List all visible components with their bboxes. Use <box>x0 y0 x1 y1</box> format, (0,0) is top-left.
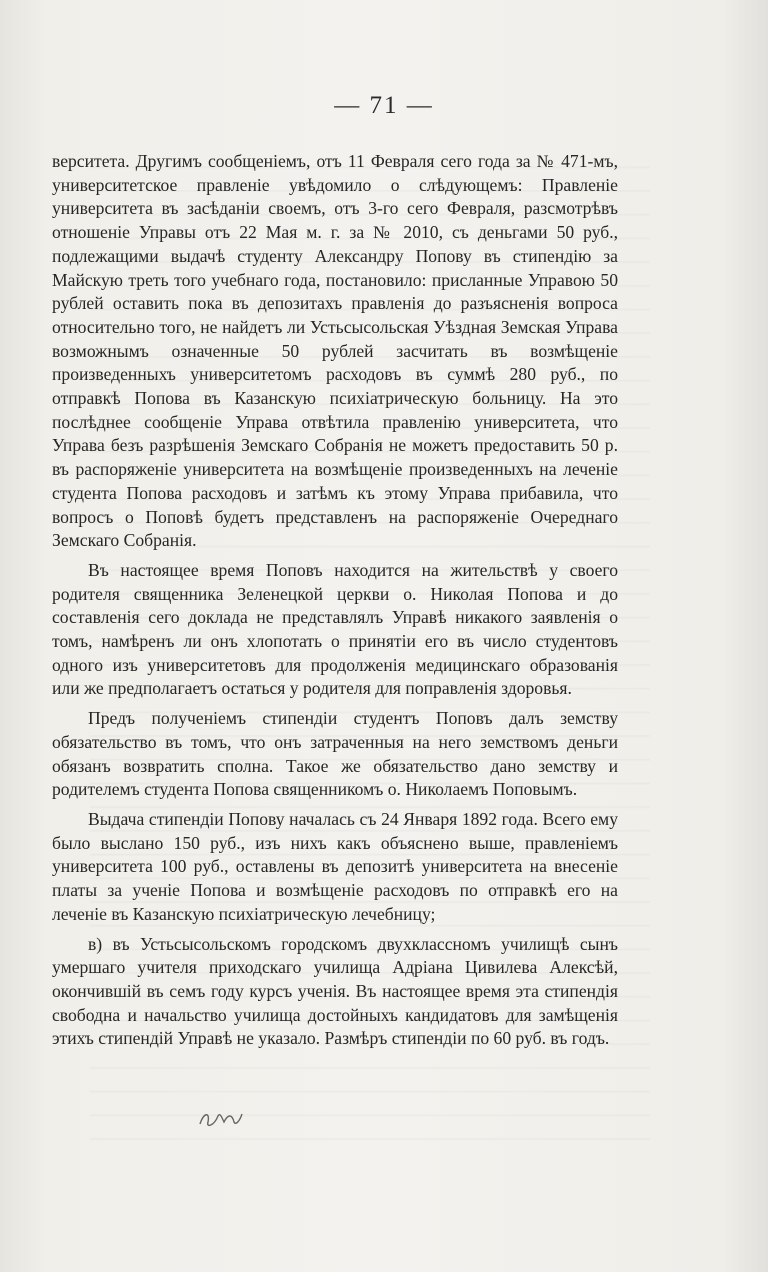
paragraph: верситета. Другимъ сообщеніемъ, отъ 11 Февраля сего года за № 471-мъ, университетское правленіе увѣдомило о слѣдующемъ: Правленіе университета въ засѣданіи своемъ, отъ 3-го сего Февраля, разсмотрѣвъ отношеніе Управы отъ 22 Мая м. г. за № 2010, съ деньгами 50 руб., подлежащими выдачѣ студенту Александру Попову въ стипендію за Майскую треть того учебнаго года, постановило: присланные Управою 50 рублей оставить пока въ депозитахъ правленія до разъясненія вопроса относительно того, не найдетъ ли Устьсысольская Уѣздная Земская Управа возможнымъ означенные 50 рублей засчитать въ возмѣщеніе произведенныхъ университетомъ расходовъ въ суммѣ 280 руб., по отправкѣ Попова въ Казанскую психіатрическую больницу. На это послѣднее сообщеніе Управа отвѣтила правленію университета, что Управа безъ разрѣшенія Земскаго Собранія не можетъ предоставить 50 р. въ распоряженіе университета на возмѣщеніе произведенныхъ на леченіе студента Попова расходовъ и затѣмъ къ этому Управа прибавила, что вопросъ о Поповѣ будетъ представленъ на распоряженіе Очереднаго Земскаго Собранія. <box>52 151 618 551</box>
body-text <box>52 150 618 1057</box>
paragraph: Выдача стипендіи Попову началась съ 24 Января 1892 года. Всего ему было выслано 150 руб., изъ нихъ какъ объяснено выше, правленіемъ университета 100 руб., оставлены въ депозитѣ университета на внесеніе платы за ученіе Попова и возмѣщеніе расходовъ по отправкѣ его на леченіе въ Казанскую психіатрическую лечебницу; <box>52 808 618 924</box>
handwritten-mark <box>196 1108 244 1130</box>
page-number: — 71 — <box>334 92 434 119</box>
paragraph: в) въ Устьсысольскомъ городскомъ двухклассномъ училищѣ сынъ умершаго учителя приходскаго училища Адріана Цивилева Алексѣй, окончившій въ семъ году курсъ ученія. Въ настоящее время эта стипендія свободна и начальство училища достойныхъ кандидатовъ для замѣщенія этихъ стипендій Управѣ не указало. Размѣръ стипендіи по 60 руб. въ годъ. <box>52 933 618 1049</box>
paragraph: Въ настоящее время Поповъ находится на жительствѣ у своего родителя священника Зеленецкой церкви о. Николая Попова и до составленія сего доклада не представлялъ Управѣ никакого заявленія о томъ, намѣренъ ли онъ хлопотать о принятіи его въ число студентовъ одного изъ университетовъ для продолженія медицинскаго образованія или же предполагаетъ остаться у родителя для поправленія здоровья. <box>52 559 618 699</box>
paragraph: Предъ полученіемъ стипендіи студентъ Поповъ далъ земству обязательство въ томъ, что онъ затраченныя на него земствомъ деньги обязанъ возвратить сполна. Такое же обязательство дано земству и родителемъ студента Попова священникомъ о. Николаемъ Поповымъ. <box>52 708 618 800</box>
